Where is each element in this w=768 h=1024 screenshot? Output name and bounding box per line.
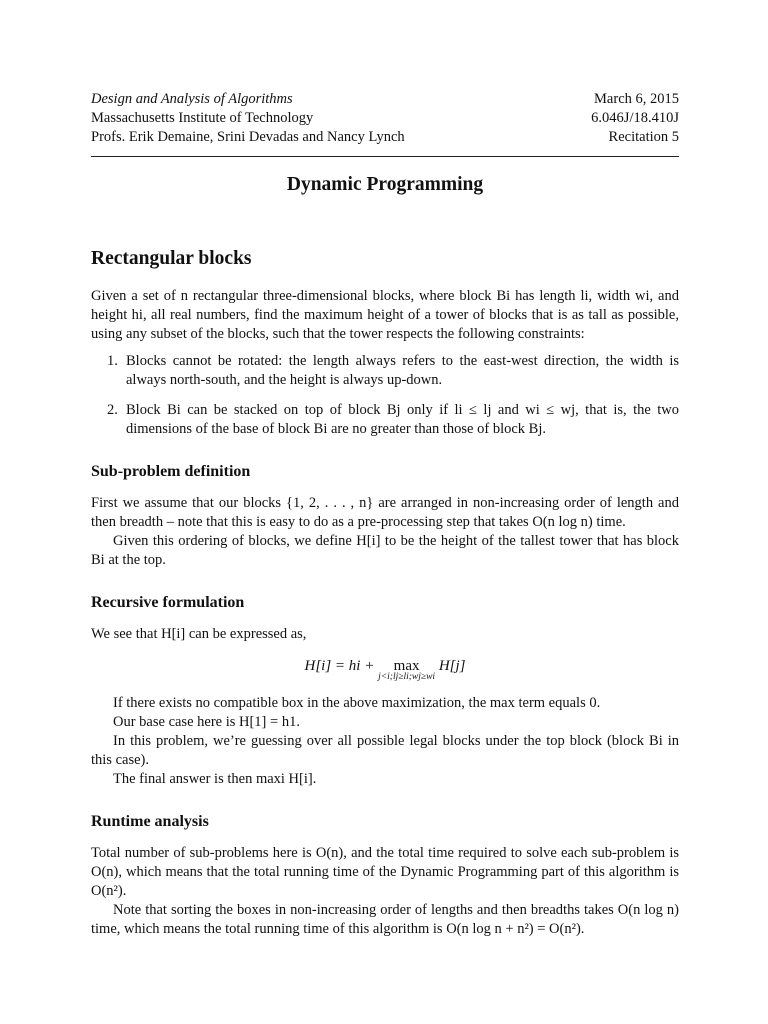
course-title: Design and Analysis of Algorithms <box>91 91 293 107</box>
recurrence-equation <box>91 658 679 682</box>
equation-rhs: H[j] <box>435 658 466 674</box>
constraint-item-2 <box>91 401 679 439</box>
recursive-paragraph-5: The final answer is then maxi H[i]. <box>113 771 317 787</box>
page-title: Dynamic Programming <box>286 174 484 195</box>
constraint-text: Blocks cannot be rotated: the length always refers to the east-west direction, the width is always north-south, and the height is always up-down. <box>126 353 679 388</box>
recursive-paragraph-3: Our base case here is H[1] = h1. <box>113 714 300 730</box>
runtime-paragraph-2: Note that sorting the boxes in non-increasing order of lengths and then breadths takes O(n log n) time, which means the total running time of this algorithm is O(n log n + n²) = O(n²). <box>91 902 679 937</box>
professors: Profs. Erik Demaine, Srini Devadas and Nancy Lynch <box>91 129 405 145</box>
list-number: 2. <box>107 402 118 418</box>
section-heading-sub-problem: Sub-problem definition <box>91 463 251 480</box>
intro-paragraph: Given a set of n rectangular three-dimensional blocks, where block Bi has length li, width wi, and height hi, all real numbers, find the maximum height of a tower of blocks that is as tall as possible, using any subset of the blocks, such that the tower respects the following constraints: <box>91 288 679 342</box>
recursive-paragraph-1: We see that H[i] can be expressed as, <box>91 626 307 642</box>
max-subscript: j<i;lj≥li;wj≥wi <box>378 672 436 682</box>
date: March 6, 2015 <box>594 91 679 107</box>
max-operator <box>378 658 435 682</box>
recursive-paragraph-4: In this problem, we’re guessing over all possible legal blocks under the top block (block Bi in this case). <box>91 733 679 768</box>
recitation-number: Recitation 5 <box>608 129 679 145</box>
list-number: 1. <box>107 353 118 369</box>
course-number: 6.046J/18.410J <box>591 110 679 126</box>
constraint-item-1 <box>91 352 679 390</box>
header-block <box>91 90 679 147</box>
constraint-text: Block Bi can be stacked on top of block Bj only if li ≤ lj and wi ≤ wj, that is, the two dimensions of the base of block Bi are no greater than those of block Bj. <box>126 402 679 437</box>
institute: Massachusetts Institute of Technology <box>91 110 314 126</box>
sub-problem-paragraph-2: Given this ordering of blocks, we define H[i] to be the height of the tallest tower that has block Bi at the top. <box>91 533 679 568</box>
section-heading-runtime: Runtime analysis <box>91 813 209 830</box>
max-label: max <box>393 658 420 674</box>
section-heading-rectangular-blocks: Rectangular blocks <box>91 248 252 269</box>
section-heading-recursive: Recursive formulation <box>91 594 245 611</box>
header-rule <box>91 156 679 157</box>
recursive-paragraph-2: If there exists no compatible box in the above maximization, the max term equals 0. <box>113 695 601 711</box>
equation-lhs: H[i] = hi + <box>304 658 379 674</box>
runtime-paragraph-1: Total number of sub-problems here is O(n), and the total time required to solve each sub-problem is O(n), which means that the total running time of the Dynamic Programming part of this algorithm is O(n²). <box>91 845 679 899</box>
sub-problem-paragraph-1: First we assume that our blocks {1, 2, . . . , n} are arranged in non-increasing order of length and then breadth – note that this is easy to do as a pre-processing step that takes O(n log n) time. <box>91 495 679 530</box>
